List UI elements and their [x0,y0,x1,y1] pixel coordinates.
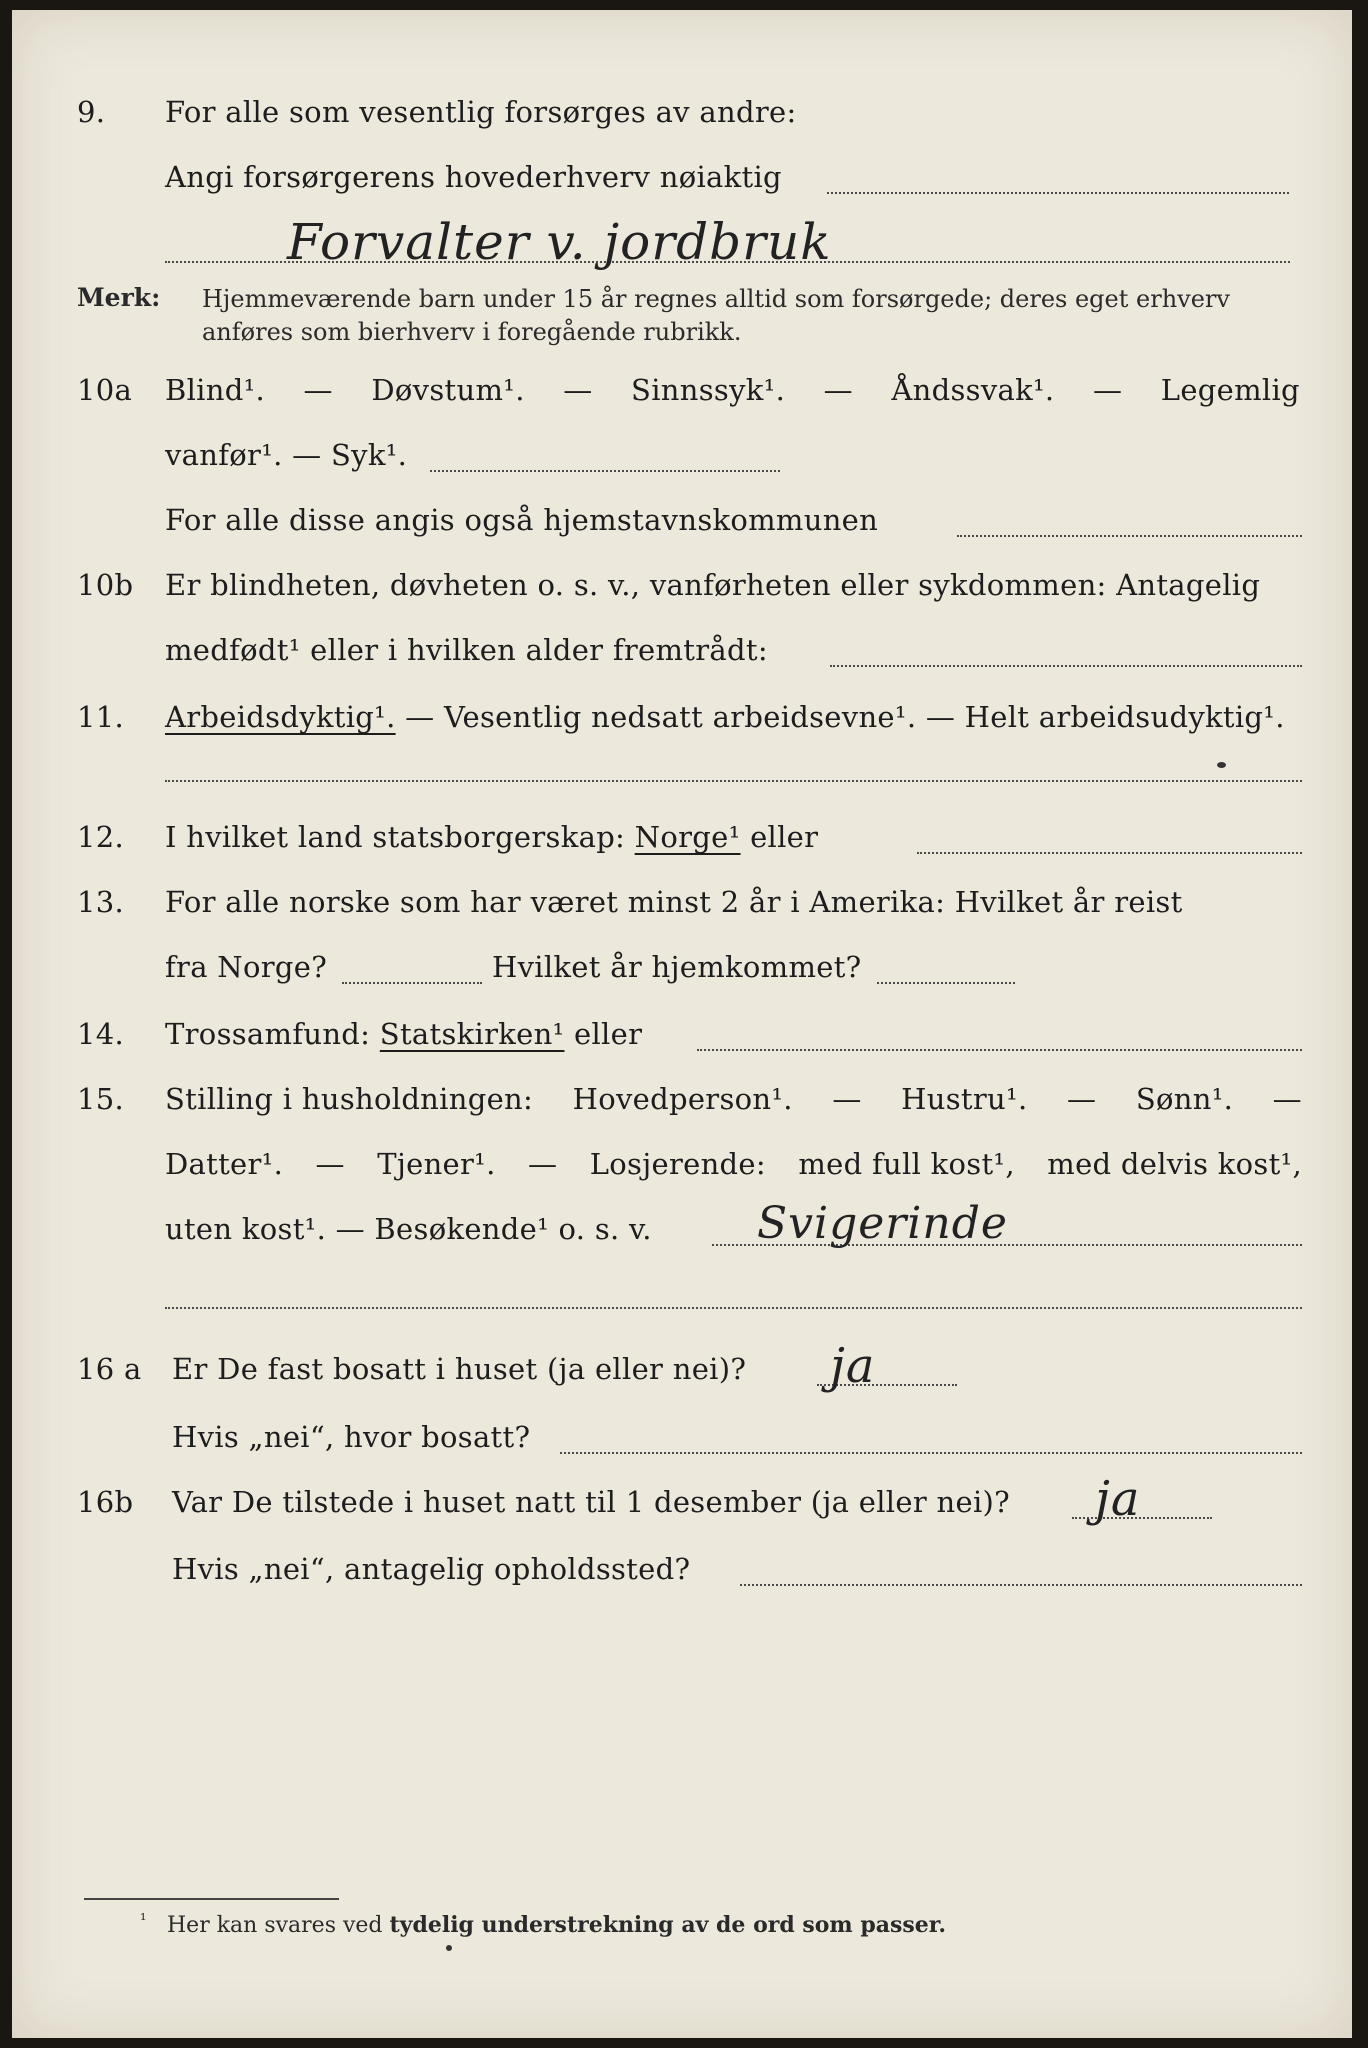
q10b-dotted-line [830,665,1302,667]
q15-opt-uten-kost-besokende[interactable]: uten kost¹. — Besøkende¹ o. s. v. [165,1212,652,1246]
q10b-number: 10b [77,568,134,602]
q16a-question: Er De fast bosatt i huset (ja eller nei)? [172,1352,747,1386]
q15-handwritten-answer[interactable]: Svigerinde [757,1198,1008,1249]
q10a-opt-dovstum[interactable]: Døvstum¹. [371,373,525,407]
q10a-opt-andssvak[interactable]: Åndssvak¹. [891,373,1055,407]
q9-instruction: Angi forsørgerens hovederhverv nøiaktig [165,160,782,194]
q15-opt-delvis-kost[interactable]: med delvis kost¹, [1047,1147,1302,1181]
q11-options [165,700,1285,734]
q11-number: 11. [77,700,125,734]
q15-opt-hovedperson[interactable]: Hovedperson¹. [572,1082,793,1116]
q9-number: 9. [77,95,106,129]
q16b-dotted-line-2 [740,1584,1302,1586]
q13-line2-row [12,950,1352,1010]
merk-text-line2: anføres som bierhverv i foregående rubrikk. [202,318,742,346]
q10a-options [165,373,1300,407]
q15-losjerende-label: Losjerende: [589,1147,766,1181]
q16a-handwritten-answer[interactable]: ja [830,1338,876,1394]
q15-dash: — [832,1082,862,1116]
q16b-number: 16b [77,1485,134,1519]
q13-hjemkommet-label: Hvilket år hjemkommet? [492,950,862,984]
q16a-hvor-bosatt: Hvis „nei“, hvor bosatt? [172,1420,531,1454]
q10b-line1-row [12,568,1352,628]
footnote-mark: ¹ [140,1910,147,1929]
q14-dotted-line [697,1049,1302,1051]
q9-dotted-line-1 [827,192,1289,194]
q13-hjemkommet-dotted-line [877,982,1015,984]
q13-reist-label: fra Norge? [165,950,328,984]
q11-opt-rest[interactable]: — Vesentlig nedsatt arbeidsevne¹. — Helt arbeidsudyktig¹. [405,700,1285,734]
q16b-handwritten-answer[interactable]: ja [1095,1471,1141,1527]
q13-question: For alle norske som har været minst 2 år i Amerika: Hvilket år reist [165,885,1183,919]
q16a-line2-row [12,1420,1352,1480]
q12-number: 12. [77,820,125,854]
q14-prefix: Trossamfund: [165,1017,371,1051]
q16a-number: 16 a [77,1352,142,1386]
q10b-question: Er blindheten, døvheten o. s. v., vanførheten eller sykdommen: Antagelig [165,568,1261,602]
q10a-opt-vanfor-syk[interactable]: vanfør¹. — Syk¹. [165,438,408,472]
q16b-line1-row [12,1471,1352,1555]
q10a-hjemstavn-question: For alle disse angis også hjemstavnskommunen [165,503,879,537]
q9-line2-row [12,160,1352,220]
q10b-line2-row [12,633,1352,693]
q15-opt-full-kost[interactable]: med full kost¹, [798,1147,1015,1181]
q15-opt-hustru[interactable]: Hustru¹. [901,1082,1028,1116]
footnote-text-bold: tydelig understrekning av de ord som passer. [389,1912,947,1938]
q14-opt-statskirken[interactable]: Statskirken¹ [379,1017,565,1051]
q15-dash: — [1066,1082,1097,1116]
q10a-line3-row [12,503,1352,563]
q15-options-2 [165,1147,1302,1181]
q16a-line1-row [12,1338,1352,1422]
q10a-opt-legemlig[interactable]: Legemlig [1160,373,1300,407]
census-form-page [12,10,1352,2038]
q15-dash: — [1272,1082,1302,1116]
q10b-question-cont: medfødt¹ eller i hvilken alder fremtrådt: [165,633,768,667]
q14-row [12,1017,1352,1077]
q15-options-1 [165,1082,1302,1116]
footnote-rule [84,1898,339,1900]
q10a-dash: — [1092,373,1123,407]
footnote-text [167,1912,946,1938]
q15-label: Stilling i husholdningen: [165,1082,534,1116]
q12-suffix: eller [750,820,819,854]
ink-dot [446,1945,452,1951]
q10a-dotted-line-1 [430,470,780,472]
q15-number: 15. [77,1082,125,1116]
q14-number: 14. [77,1017,125,1051]
q10a-dash: — [823,373,853,407]
q15-line3-row [12,1198,1352,1282]
q10a-dotted-line-2 [957,535,1302,537]
q11-dotted-line [165,780,1302,782]
q13-number: 13. [77,885,125,919]
q10a-dash: — [563,373,593,407]
merk-label: Merk: [77,283,161,312]
q10a-number: 10a [77,373,133,407]
q15-line2-row [12,1147,1352,1207]
footnote-text-plain: Her kan svares ved [167,1913,383,1938]
q12-prefix: I hvilket land statsborgerskap: [165,820,626,854]
q11-opt-arbeidsdyktig[interactable]: Arbeidsdyktig¹. [165,700,396,734]
q13-reist-dotted-line [342,982,482,984]
q16b-opholdssted: Hvis „nei“, antagelig opholdssted? [172,1552,691,1586]
q9-answer-row [12,215,1352,285]
q9-line1-row [12,95,1352,155]
q16a-dotted-line-2 [560,1452,1302,1454]
merk-text-line1: Hjemmeværende barn under 15 år regnes alltid som forsørgede; deres eget erhverv [202,285,1230,313]
q13-line1-row [12,885,1352,945]
q10a-dash: — [303,373,333,407]
q16b-dotted-line-1 [1072,1517,1212,1519]
q10a-line2-row [12,438,1352,498]
q14-question [165,1017,642,1051]
q15-dash: — [315,1147,345,1181]
q15-opt-sonn[interactable]: Sønn¹. [1135,1082,1234,1116]
q16b-question: Var De tilstede i huset natt til 1 desember (ja eller nei)? [172,1485,1010,1519]
q12-dotted-line [917,852,1302,854]
ink-dot [1217,762,1226,768]
q10a-opt-sinnssyk[interactable]: Sinnssyk¹. [631,373,786,407]
q15-line1-row [12,1082,1352,1142]
q9-question: For alle som vesentlig forsørges av andre: [165,95,797,129]
q11-row [12,700,1352,760]
q12-question [165,820,818,854]
q10a-line1-row [12,373,1352,433]
q10a-opt-blind[interactable]: Blind¹. [165,373,266,407]
q12-opt-norge[interactable]: Norge¹ [634,820,741,854]
q15-dotted-line-2 [165,1307,1302,1309]
q15-dash: — [528,1147,558,1181]
q9-handwritten-answer[interactable]: Forvalter v. jordbruk [287,213,832,271]
q16b-line2-row [12,1552,1352,1612]
q15-opt-datter[interactable]: Datter¹. [165,1147,284,1181]
q15-opt-tjener[interactable]: Tjener¹. [377,1147,496,1181]
q14-suffix: eller [574,1017,643,1051]
q12-row [12,820,1352,880]
